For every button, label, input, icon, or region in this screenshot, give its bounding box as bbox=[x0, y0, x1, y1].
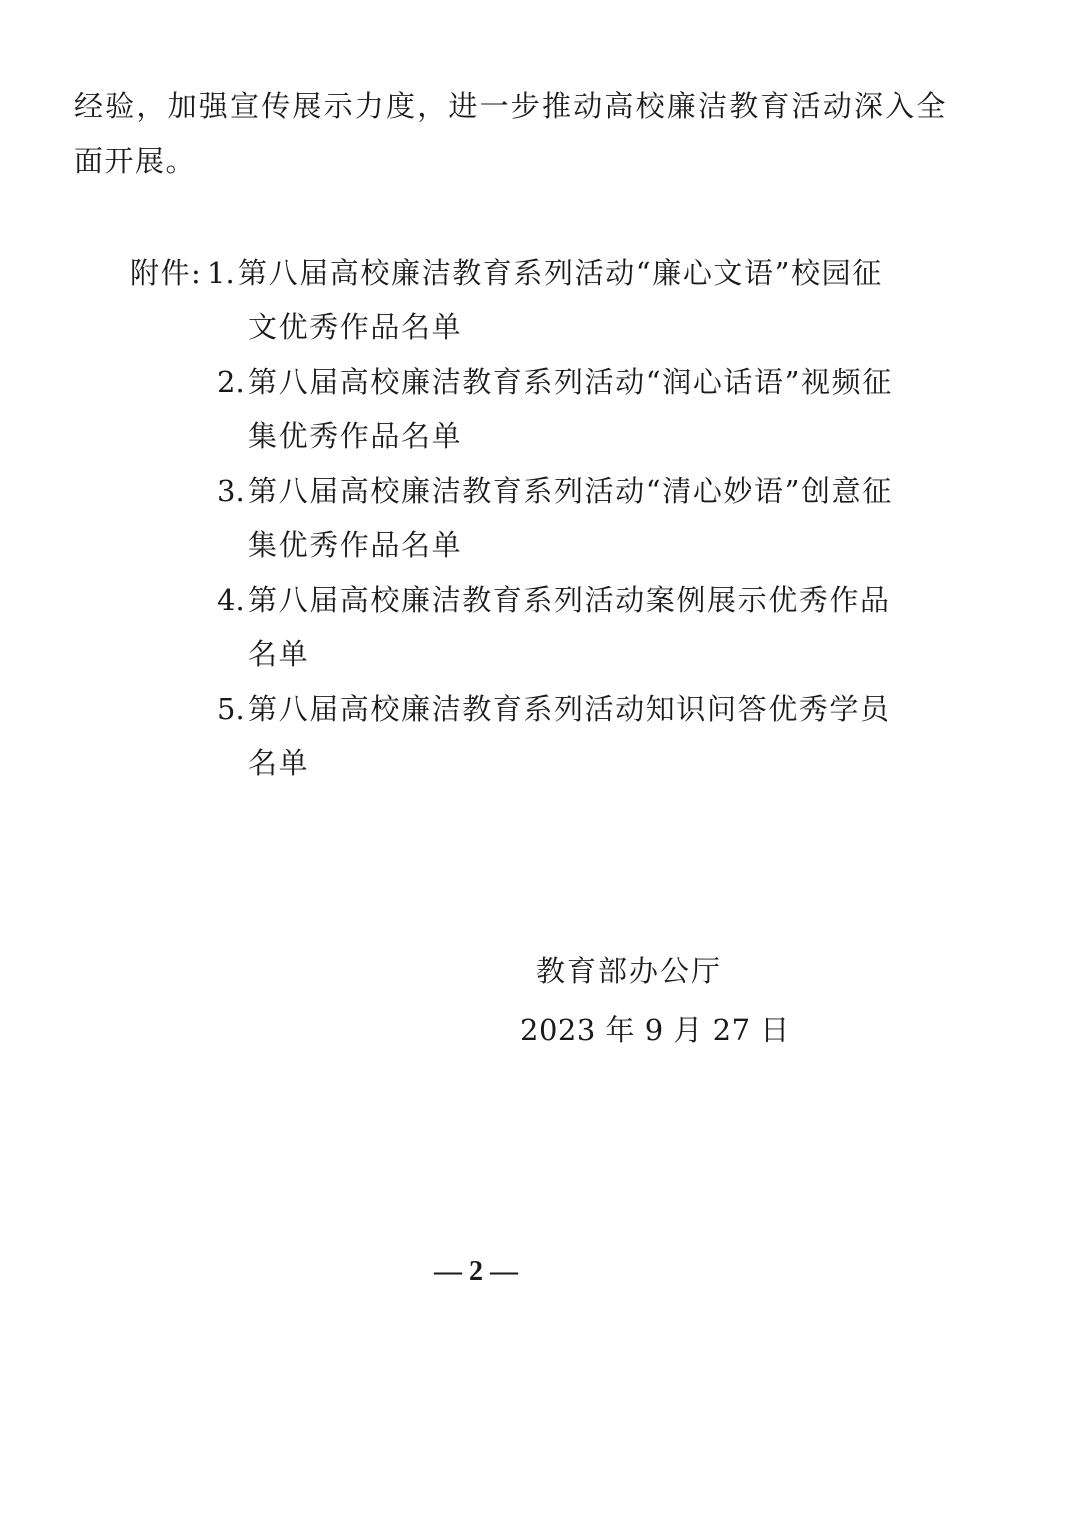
attachment-3-title-line-1: 第八届高校廉洁教育系列活动“清心妙语”创意征 bbox=[248, 474, 893, 508]
attachment-4-title-line-1: 第八届高校廉洁教育系列活动案例展示优秀作品 bbox=[248, 583, 891, 617]
attachment-1-title-line-1: 第八届高校廉洁教育系列活动“廉心文语”校园征 bbox=[238, 256, 883, 290]
attachment-2-title-line-2: 集优秀作品名单 bbox=[248, 419, 463, 453]
attachment-5-title-line-1: 第八届高校廉洁教育系列活动知识问答优秀学员 bbox=[248, 692, 891, 726]
body-paragraph-line-2: 面开展。 bbox=[74, 144, 197, 178]
attachment-1-title-line-2: 文优秀作品名单 bbox=[248, 310, 463, 344]
attachment-4-number: 4. bbox=[217, 583, 245, 617]
attachment-5-title-line-2: 名单 bbox=[248, 746, 310, 780]
attachment-5-number: 5. bbox=[217, 692, 245, 726]
attachment-3-title-line-2: 集优秀作品名单 bbox=[248, 528, 463, 562]
attachments-label: 附件: bbox=[130, 256, 203, 290]
attachment-3-number: 3. bbox=[217, 474, 245, 508]
signature-date: 2023 年 9 月 27 日 bbox=[520, 1013, 790, 1047]
attachment-4-title-line-2: 名单 bbox=[248, 637, 310, 671]
attachment-2-number: 2. bbox=[217, 365, 245, 399]
body-paragraph-line-1: 经验，加强宣传展示力度，进一步推动高校廉洁教育活动深入全 bbox=[74, 89, 948, 123]
page-number: — 2 — bbox=[434, 1256, 518, 1287]
attachment-1-number: 1. bbox=[207, 256, 235, 290]
attachment-2-title-line-1: 第八届高校廉洁教育系列活动“润心话语”视频征 bbox=[248, 365, 893, 399]
signature-organization: 教育部办公厅 bbox=[536, 954, 723, 988]
